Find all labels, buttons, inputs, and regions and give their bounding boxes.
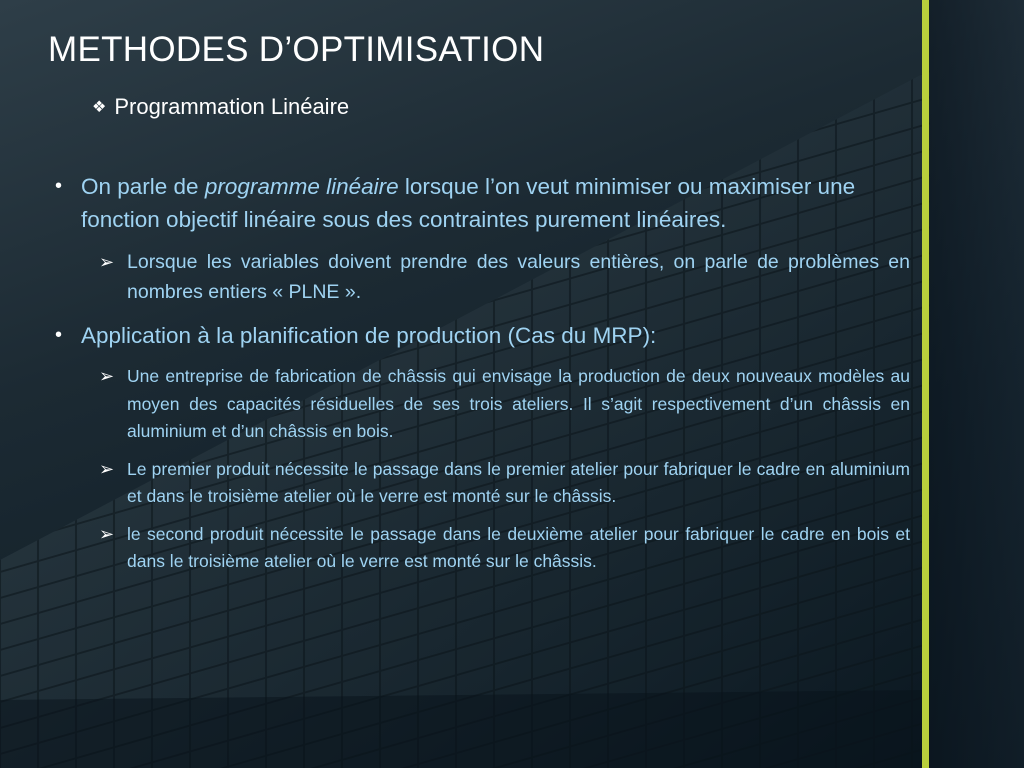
application-text: Application à la planification de production (Cas du MRP):: [81, 323, 657, 348]
definition-suffix: lorsque l’on veut minimiser ou maximiser une fonction objectif linéaire sous des contraintes purement linéaires.: [81, 174, 856, 232]
right-panel-shade: [929, 0, 1024, 768]
arrow-bullet-icon: ➢: [99, 458, 115, 479]
bullet-icon: •: [55, 175, 63, 197]
sub-item-text: Lorsque les variables doivent prendre des valeurs entières, on parle de problèmes en nombres entiers « PLNE ».: [127, 251, 910, 303]
sub-item-plne: [55, 247, 910, 307]
sub-item-first-product: [55, 456, 910, 511]
subtitle-text: Programmation Linéaire: [114, 94, 350, 119]
sub-item-text: Une entreprise de fabrication de châssis qui envisage la production de deux nouveaux modèles au moyen des capacités résiduelles de ses trois ateliers. Il s’agit respectivement d’un châssis en aluminium et d’un châssis en bois.: [127, 366, 910, 441]
bullet-icon: •: [55, 324, 63, 346]
sub-item-text: le second produit nécessite le passage dans le deuxième atelier pour fabriquer le cadre en bois et dans le troisième atelier où le verre est monté sur le châssis.: [127, 523, 910, 571]
diamond-bullet-icon: ❖: [92, 99, 107, 116]
arrow-bullet-icon: ➢: [99, 366, 115, 386]
accent-bar: [922, 0, 929, 768]
bullet-item-definition: [55, 170, 910, 236]
sub-item-company: [55, 363, 910, 446]
definition-emphasis: programme linéaire: [204, 174, 399, 199]
sub-item-second-product: [55, 521, 910, 576]
arrow-bullet-icon: ➢: [99, 252, 115, 272]
arrow-bullet-icon: ➢: [99, 523, 115, 544]
slide-content: [55, 170, 910, 586]
slide-title: METHODES D’OPTIMISATION: [48, 30, 545, 69]
sub-item-text: Le premier produit nécessite le passage dans le premier atelier pour fabriquer le cadre en aluminium et dans le troisième atelier où le verre est monté sur le châssis.: [127, 458, 910, 506]
definition-prefix: On parle de: [81, 174, 205, 199]
bullet-item-application: [55, 319, 910, 352]
slide-subtitle: [92, 94, 349, 120]
